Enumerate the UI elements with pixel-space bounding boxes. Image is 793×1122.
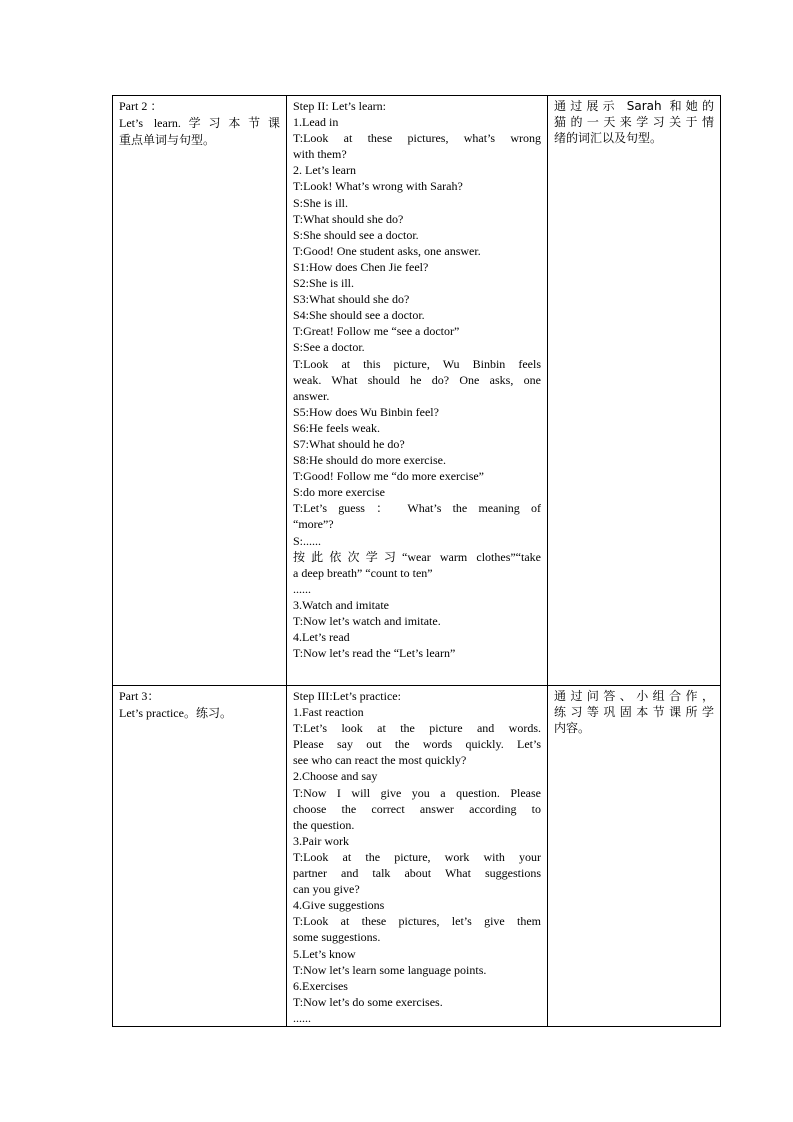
- steps-line: T:Now let’s learn some language points.: [293, 962, 487, 977]
- steps-line: 1.Lead in: [293, 115, 339, 130]
- steps-line: choose the correct answer according to: [293, 801, 541, 816]
- steps-line: T:Now let’s read the “Let’s learn”: [293, 646, 456, 661]
- part-line: Part 2 ：: [119, 99, 163, 113]
- steps-line: T:Good! Follow me “do more exercise”: [293, 469, 485, 484]
- table-row: [113, 686, 721, 1027]
- steps-line: T:Let’s guess ： What’s the meaning of: [293, 501, 541, 516]
- steps-line: 3.Watch and imitate: [293, 597, 389, 612]
- note-line: 通过展示 Sarah 和她的: [554, 99, 714, 113]
- note-line: 绪的词汇以及句型。: [554, 131, 663, 146]
- steps-line: 1.Fast reaction: [293, 705, 364, 720]
- steps-lines: [293, 98, 541, 661]
- steps-line: 4.Give suggestions: [293, 898, 385, 913]
- steps-line: T:Look at these pictures, what’s wrong: [293, 131, 541, 146]
- note-line: 猫的一天来学习关于情: [554, 115, 714, 130]
- steps-line: 3.Pair work: [293, 833, 349, 848]
- lesson-plan-table: [112, 95, 721, 1027]
- steps-line: the question.: [293, 817, 355, 832]
- note-cell: [548, 686, 721, 1027]
- part-line: Let’s practice。练习。: [119, 706, 232, 720]
- steps-line: S:......: [293, 533, 322, 548]
- steps-line: S7:What should he do?: [293, 436, 405, 451]
- steps-line: T:Now let’s watch and imitate.: [293, 614, 441, 628]
- steps-line: 4.Let’s read: [293, 630, 350, 645]
- steps-line: S8:He should do more exercise.: [293, 453, 446, 468]
- note-line: 内容。: [554, 721, 591, 736]
- steps-line: T:Let’s look at the picture and words.: [293, 721, 541, 736]
- part-lines: [119, 98, 280, 149]
- steps-line: 5.Let’s know: [293, 946, 356, 961]
- steps-line: T:Great! Follow me “see a doctor”: [293, 324, 460, 339]
- table-row: [113, 96, 721, 686]
- steps-lines: [293, 688, 541, 1026]
- part-lines: [119, 688, 280, 722]
- steps-line: “more”?: [293, 517, 334, 532]
- steps-line: T:Look! What’s wrong with Sarah?: [293, 179, 463, 194]
- steps-line: Step II: Let’s learn:: [293, 99, 386, 113]
- steps-line: see who can react the most quickly?: [293, 753, 467, 768]
- part-cell: [113, 686, 287, 1027]
- part-line: Part 3：: [119, 689, 160, 703]
- steps-line: 2.Choose and say: [293, 769, 378, 784]
- part-line: Let’s learn.学习本节课: [119, 116, 280, 130]
- steps-line: Please say out the words quickly. Let’s: [293, 737, 541, 752]
- steps-cell: [287, 686, 548, 1027]
- steps-line: S:See a doctor.: [293, 340, 365, 355]
- steps-line: T:Look at this picture, Wu Binbin feels: [293, 356, 541, 371]
- steps-line: weak. What should he do? One asks, one: [293, 372, 541, 387]
- steps-line: S2:She is ill.: [293, 276, 355, 291]
- steps-line: ......: [293, 1010, 311, 1025]
- steps-line: ......: [293, 581, 311, 596]
- note-line: 练习等巩固本节课所学: [554, 705, 714, 720]
- part-cell: [113, 96, 287, 686]
- steps-line: can you give?: [293, 882, 360, 897]
- steps-line: with them?: [293, 147, 347, 162]
- steps-line: a deep breath” “count to ten”: [293, 565, 433, 580]
- steps-line: S3:What should she do?: [293, 292, 410, 307]
- steps-line: T:Good! One student asks, one answer.: [293, 243, 481, 258]
- note-lines: [554, 98, 714, 146]
- note-line: 通过问答、小组合作，: [554, 689, 714, 703]
- steps-line: T:Now I will give you a question. Please: [293, 785, 541, 800]
- steps-line: S:She is ill.: [293, 195, 349, 210]
- steps-cell: [287, 96, 548, 686]
- steps-line: 6.Exercises: [293, 978, 348, 993]
- steps-line: partner and talk about What suggestions: [293, 866, 541, 881]
- steps-line: S:She should see a doctor.: [293, 227, 419, 242]
- steps-line: Step III:Let’s practice:: [293, 689, 401, 703]
- note-cell: [548, 96, 721, 686]
- steps-line: S:do more exercise: [293, 485, 385, 500]
- steps-line: S5:How does Wu Binbin feel?: [293, 404, 439, 419]
- steps-line: S6:He feels weak.: [293, 420, 380, 435]
- steps-line: T:Look at the picture, work with your: [293, 849, 541, 864]
- steps-line: answer.: [293, 388, 330, 403]
- steps-line: some suggestions.: [293, 930, 381, 945]
- steps-line: 按此依次学习“wear warm clothes”“take: [293, 549, 541, 564]
- steps-line: T:Now let’s do some exercises.: [293, 994, 443, 1009]
- note-lines: [554, 688, 714, 736]
- part-line: 重点单词与句型。: [119, 133, 216, 147]
- steps-line: 2. Let’s learn: [293, 163, 356, 178]
- steps-line: S4:She should see a doctor.: [293, 308, 425, 323]
- steps-line: S1:How does Chen Jie feel?: [293, 259, 429, 274]
- steps-line: T:Look at these pictures, let’s give them: [293, 914, 541, 929]
- steps-line: T:What should she do?: [293, 211, 404, 226]
